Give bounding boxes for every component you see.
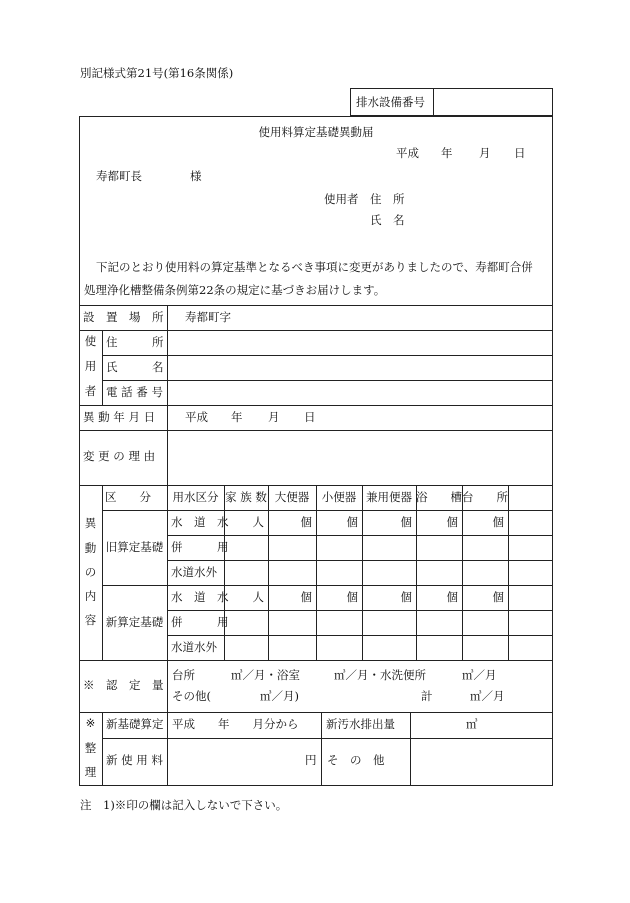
user-name-field[interactable] [172,359,550,377]
change-group-1: 異 [84,516,97,530]
new-unit-family: 人 [252,590,264,604]
location-field[interactable]: 寿都町字 [185,310,231,324]
certified-label: ※ 認 定 量 [83,678,164,692]
new-unit-bath: 個 [446,590,458,604]
user-group-2: 用 [84,359,97,373]
user-group-3: 者 [84,384,97,398]
new-basis-calc-label: 新基礎算定 [106,717,164,731]
old-water-other: 水道水外 [171,565,217,579]
certified-kitchen-label: 台所 [172,668,195,682]
date-month: 月 [479,146,491,160]
form-label: 別記様式第21号(第16条関係) [80,66,234,80]
addressee-honorific: 様 [190,169,202,183]
reason-field[interactable] [172,435,550,480]
processing-group-3: 理 [84,765,97,779]
old-unit-bath: 個 [446,515,458,529]
date-era: 平成 [396,146,419,160]
certified-other-label: その他( [172,689,211,703]
col-header-kitchen: 台 所 [462,490,508,504]
old-unit-toilet-dual: 個 [400,515,412,529]
col-header-family: 家 族 数 [225,490,267,504]
applicant-address-label: 住 所 [370,192,405,206]
new-fee-label: 新 使 用 料 [106,753,163,767]
old-unit-family: 人 [252,515,264,529]
col-header-toilet-dual: 兼用便器 [366,490,412,504]
change-group-4: 内 [84,589,97,603]
user-phone-field[interactable] [172,384,550,402]
processing-group-1: ※ [85,716,96,730]
change-date-year: 年 [231,410,243,424]
certified-unit-3: ㎥ [462,668,474,682]
new-unit-kitchen: 個 [492,590,504,604]
new-fee-unit: 円 [305,753,317,767]
date-year: 年 [441,146,453,160]
addressee-name: 寿都町長 [96,169,142,183]
old-unit-toilet-small: 個 [346,515,358,529]
change-date-era: 平成 [185,410,208,424]
drain-number-label: 排水設備番号 [356,95,425,109]
old-water-tap: 水 道 水 [171,515,229,529]
certified-total-per-month: ／月 [481,689,505,703]
certified-total-label: 計 [421,689,433,703]
new-water-tap: 水 道 水 [171,590,229,604]
new-unit-toilet-dual: 個 [400,590,412,604]
processing-group-2: 整 [84,741,97,755]
new-unit-toilet-large: 個 [300,590,312,604]
certified-unit-2: ㎥ [334,668,346,682]
col-header-water: 用水区分 [172,490,219,504]
change-date-month: 月 [268,410,280,424]
new-water-mixed: 併 用 [171,615,229,629]
old-unit-kitchen: 個 [492,515,504,529]
certified-flush: ／月・水洗便所 [345,668,426,682]
change-group-5: 容 [84,613,97,627]
change-date-day: 日 [304,410,316,424]
certified-unit-4: ㎥ [260,689,272,703]
change-date-label: 異 動 年 月 日 [83,410,156,424]
applicant-name-label: 氏 名 [370,213,405,227]
col-header-toilet-large: 大便器 [274,490,310,504]
new-water-other: 水道水外 [171,640,217,654]
intro-line-2: 処理浄化槽整備条例第22条の規定に基づきお届けします。 [84,283,386,297]
applicant-role: 使用者 [324,192,359,206]
col-header-toilet-small: 小便器 [321,490,357,504]
new-basis-calc-value: 平成 年 月分から [172,717,299,731]
certified-bath: ／月・浴室 [242,668,300,682]
new-unit-toilet-small: 個 [346,590,358,604]
footnote: 注 1)※印の欄は記入しないで下さい。 [80,798,288,812]
new-discharge-unit: ㎥ [466,717,478,731]
change-group-2: 動 [84,541,97,555]
date-day: 日 [514,146,526,160]
old-water-mixed: 併 用 [171,540,229,554]
old-unit-toilet-large: 個 [300,515,312,529]
user-phone-label: 電 話 番 号 [106,385,163,399]
certified-per-month: ／月 [473,668,497,682]
new-basis-label: 新算定基礎 [105,615,164,629]
old-basis-label: 旧算定基礎 [105,540,164,554]
certified-unit-1: ㎥ [231,668,243,682]
user-address-label: 住 所 [106,335,164,349]
col-header-category: 区 分 [105,490,151,504]
new-discharge-label: 新汚水排出量 [326,717,395,731]
col-header-bath: 浴 槽 [416,490,462,504]
form-title: 使用料算定基礎異動届 [258,125,374,139]
reason-label: 変 更 の 理 由 [83,449,156,463]
location-label: 設 置 場 所 [83,310,164,324]
user-name-label: 氏 名 [106,360,164,374]
processing-other-label: そ の 他 [327,753,385,767]
drain-number-field[interactable] [440,97,548,111]
change-group-3: の [84,565,97,579]
certified-other-close: ／月) [271,689,299,703]
intro-line-1: 下記のとおり使用料の算定基準となるべき事項に変更がありましたので、寿都町合併 [96,260,533,274]
user-group-1: 使 [84,334,97,348]
user-address-field[interactable] [172,334,550,352]
certified-unit-5: ㎥ [470,689,482,703]
